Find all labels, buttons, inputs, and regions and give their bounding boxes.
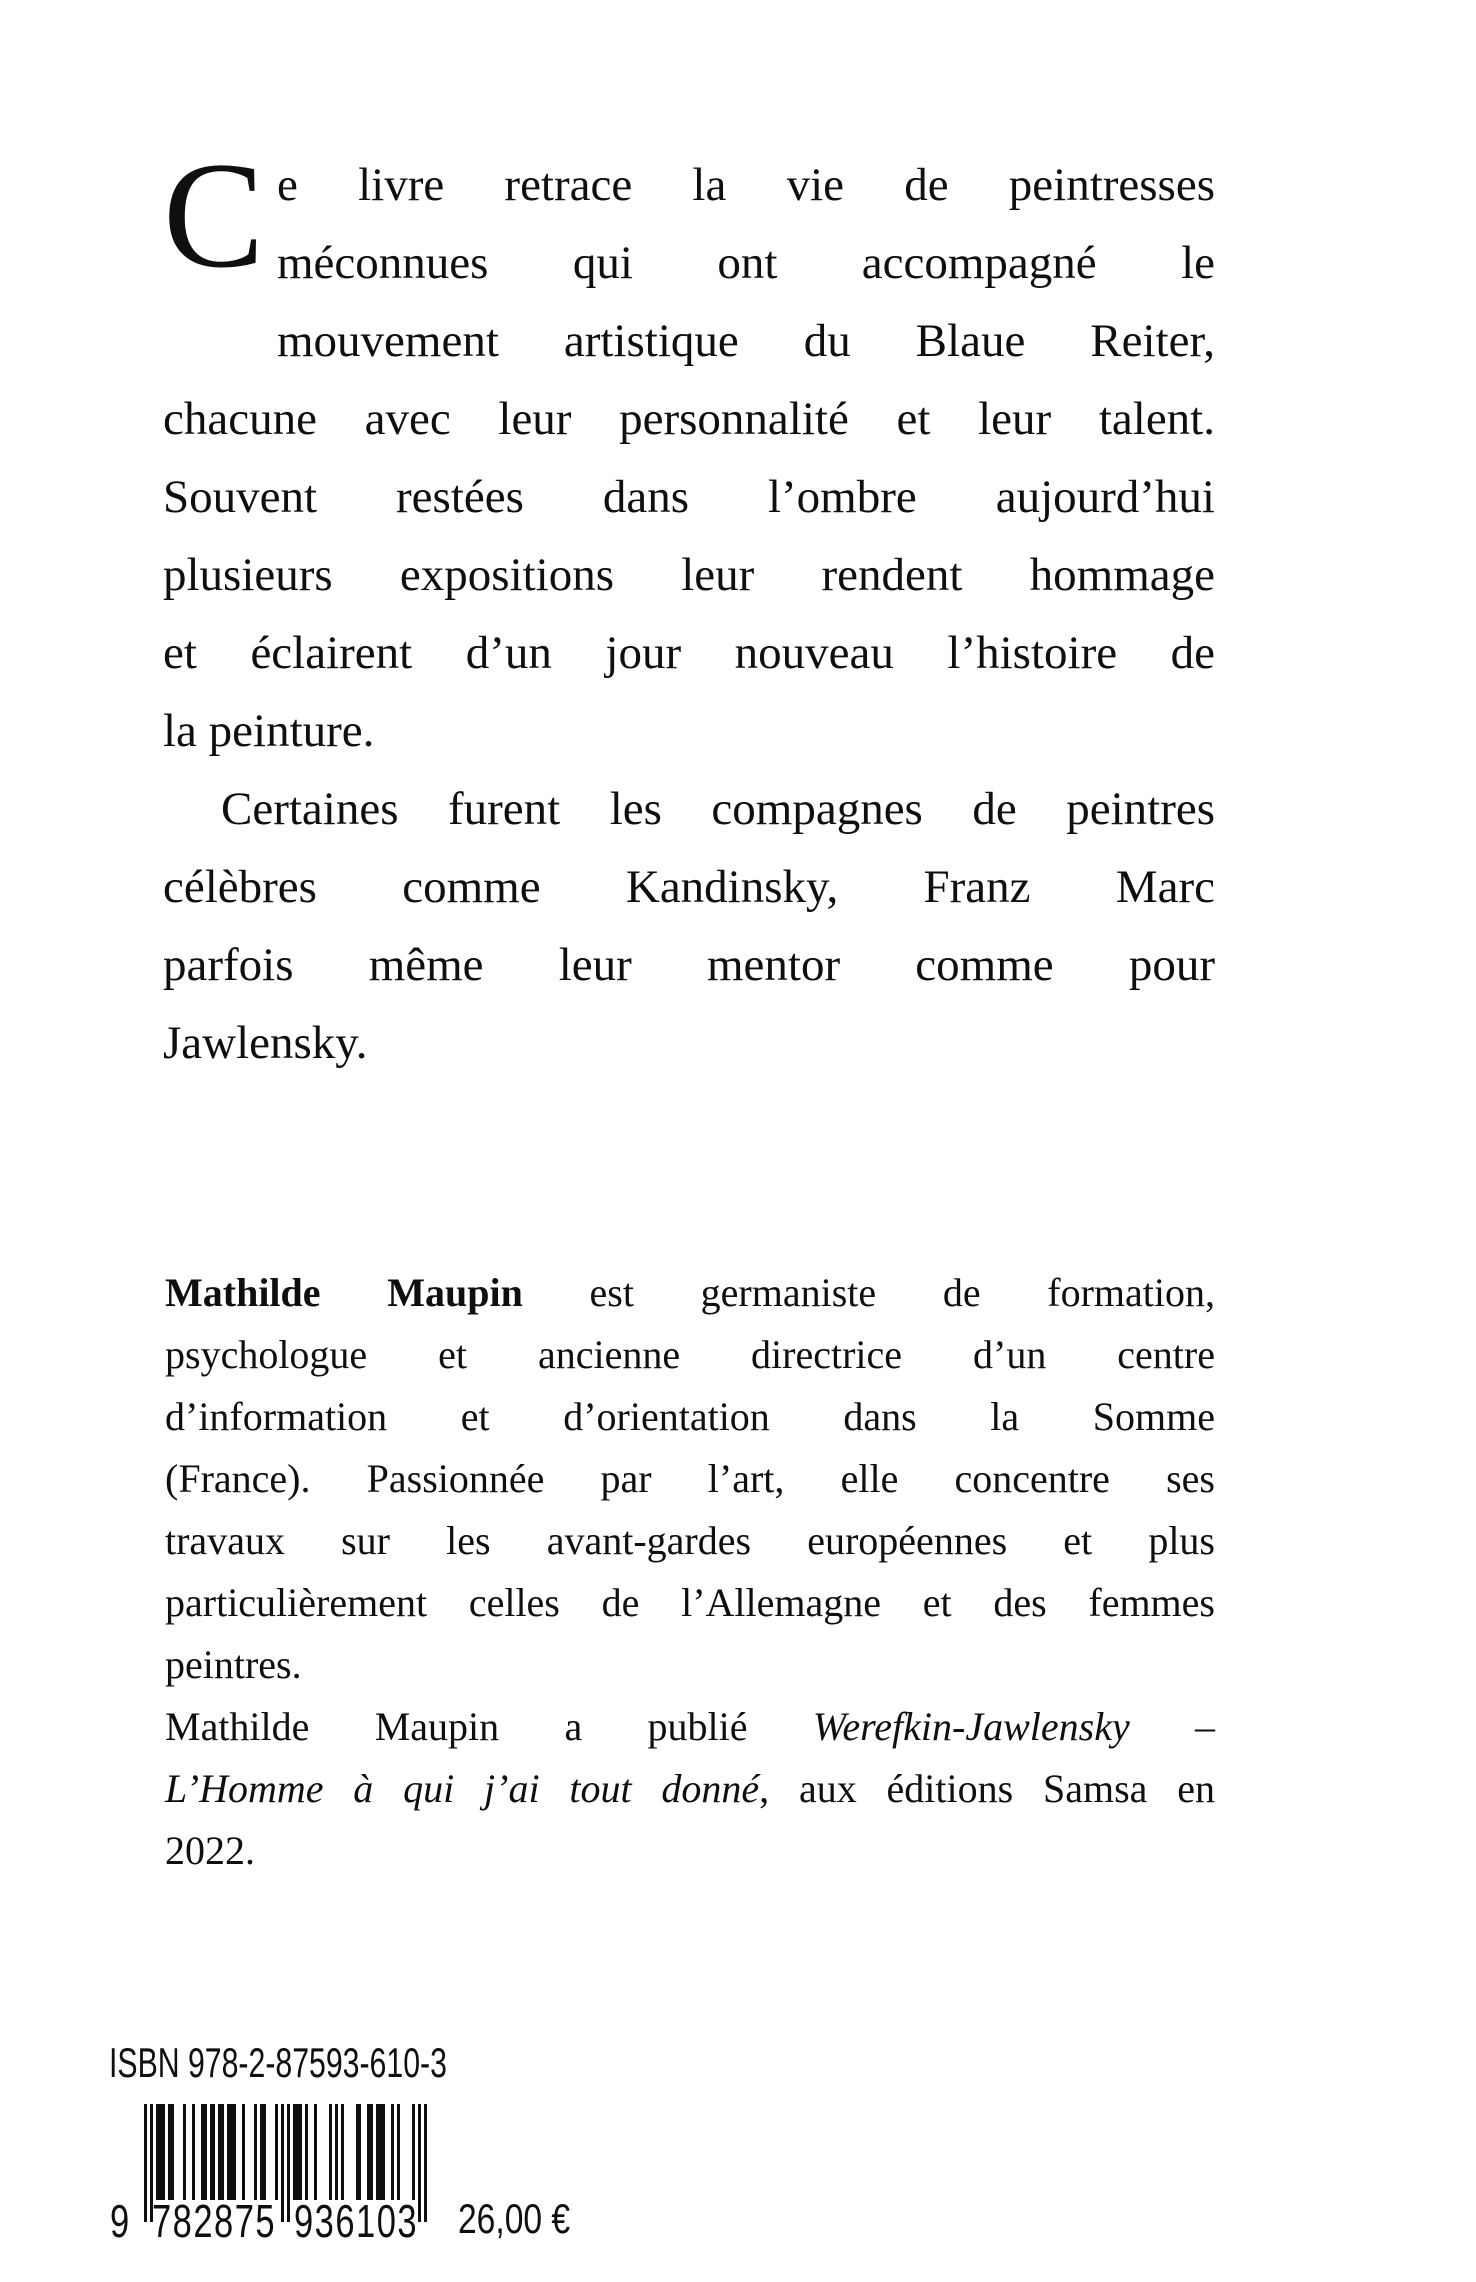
barcode-bar [341,2104,344,2200]
barcode-bar [242,2104,245,2200]
text-line: (France). Passionnée par l’art, elle concentre ses [165,1456,1215,1501]
text-line: particulièrement celles de l’Allemagne et des femmes [165,1580,1215,1625]
book-title: Werefkin-Jawlensky – [812,1704,1215,1749]
text-line: peintres. [165,1642,302,1687]
text-line: e livre retrace la vie de peintresses [277,159,1215,211]
barcode-bar [210,2104,216,2200]
text-line: parfois même leur mentor comme pour [163,939,1215,991]
barcode-bar [168,2104,174,2200]
barcode-bar [329,2104,332,2200]
barcode-bar [356,2104,362,2200]
barcode-bar [156,2104,165,2200]
text-line: mouvement artistique du Blaue Reiter, [277,315,1215,367]
text-line: 2022. [165,1828,255,1873]
barcode-bar [275,2104,278,2200]
barcode-digit-first: 9 [110,2195,130,2247]
isbn-text: ISBN 978-2-87593-610-3 [109,2039,447,2086]
text-line: Certaines furent les compagnes de peintres [221,783,1215,835]
barcode-bar [254,2104,257,2200]
text-line: Mathilde Maupin a publié Werefkin-Jawlensky – [165,1704,1215,1749]
barcode-bar [335,2104,338,2200]
barcode-bar [412,2104,415,2200]
text-line: travaux sur les avant-gardes européennes et plus [165,1518,1215,1563]
barcode-bar [367,2104,373,2200]
text-line: Jawlensky. [163,1017,368,1069]
barcode-bar [260,2104,266,2200]
text-line: célèbres comme Kandinsky, Franz Marc [163,861,1215,913]
ean13-barcode [110,2104,427,2247]
author-bio [165,1262,1215,1882]
barcode-bar [314,2104,317,2200]
text-line: plusieurs expositions leur rendent hommage [163,549,1215,601]
barcode-digits-left: 782875 [152,2195,277,2247]
text-line: la peinture. [163,705,375,757]
barcode-bar [397,2104,400,2200]
price-label: 26,00 € [458,2195,571,2242]
text-line: chacune avec leur personnalité et leur talent. [163,393,1215,445]
barcode-bar [305,2104,308,2200]
text-line: Souvent restées dans l’ombre aujourd’hui [163,471,1215,523]
barcode-bar [227,2104,236,2200]
barcode-bar [192,2104,195,2200]
barcode-bar [376,2104,385,2200]
barcode-bar [418,2104,421,2222]
synopsis-paragraphs [163,131,1215,1082]
text-line: psychologue et ancienne directrice d’un centre [165,1332,1215,1377]
book-title: L’Homme à qui j’ai tout donné [165,1766,760,1811]
barcode-bar [144,2104,147,2222]
barcode-digits-right: 936103 [294,2195,419,2247]
author-name: Mathilde Maupin [165,1270,523,1315]
barcode-bar [201,2104,207,2200]
barcode-bar [218,2104,224,2200]
text-line: L’Homme à qui j’ai tout donné, aux éditions Samsa en [165,1766,1215,1811]
barcode-bar [287,2104,290,2222]
barcode-bar [391,2104,394,2200]
text-line: méconnues qui ont accompagné le [277,237,1215,289]
barcode-bar [183,2104,186,2200]
drop-cap: C [163,131,265,299]
barcode-bar [293,2104,302,2200]
text-line: d’information et d’orientation dans la Somme [165,1394,1215,1439]
text-line: et éclairent d’un jour nouveau l’histoire de [163,627,1215,679]
barcode-bar [424,2104,427,2222]
text-line: Mathilde Maupin est germaniste de formation, [165,1270,1215,1315]
barcode-bar [281,2104,284,2222]
